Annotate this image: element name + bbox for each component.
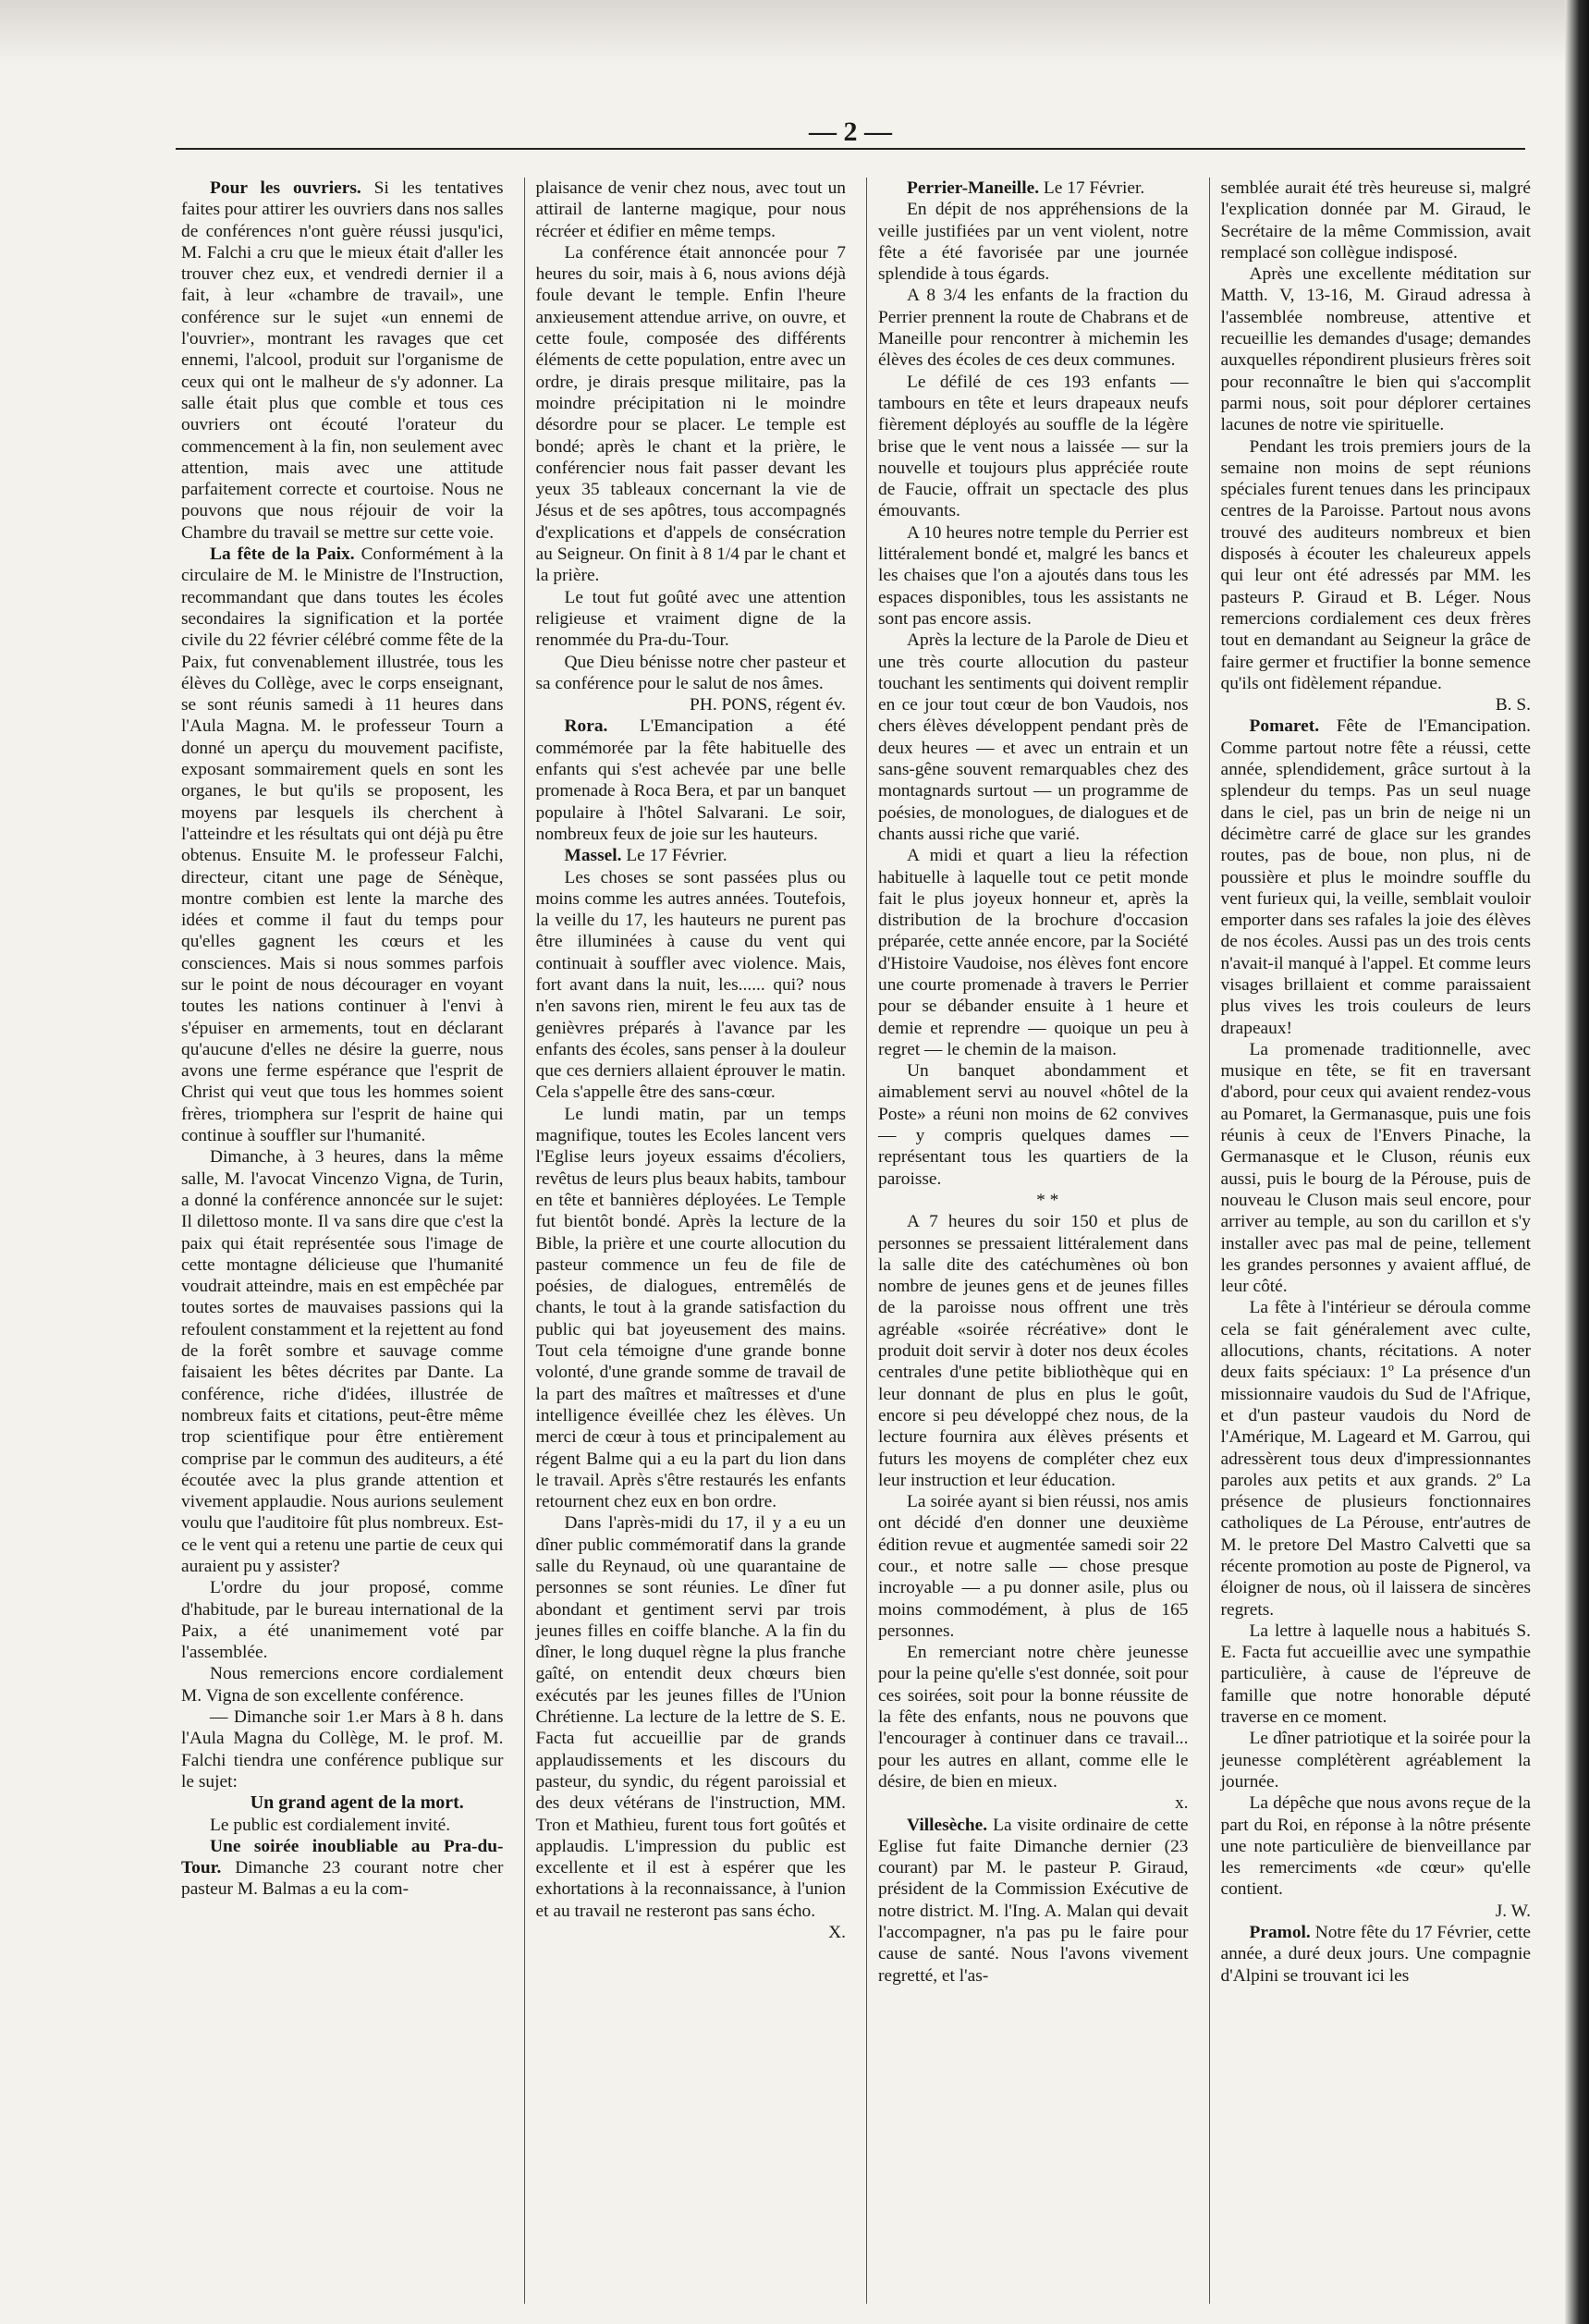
paragraph-text: Conformément à la circulaire de M. le Ministre de l'Instruction, recommandant que dans toutes les écoles secondaires la signification et la portée civile du 22 février célébré comme fête de la Paix, fut convenablement illustrée, tous les élèves du Collège, avec le corps enseignant, se sont réunis samedi à 11 heures dans l'Aula Magna. M. le professeur Tourn a donné un aperçu du mouvement pacifiste, exposant sommairement quels en sont les organes, le but qu'ils se proposent, les moyens par lesquels ils cherchent à l'atteindre et les résultats qui ont déjà pu être obtenus. Ensuite M. le professeur Falchi, directeur, citant une page de Sénèque, montre combien est lente la marche des idées et comme il faut du temps pour qu'elles gagnent les cœurs et les consciences. Mais si nous sommes parfois sur le point de nous décourager en voyant toutes les nations continuer à l'envi à s'épuiser en armements, tout en déclarant qu'aucune d'elles ne désire la guerre, nous avons une ferme espérance que l'esprit de Christ qui veut que tous les hommes soient frères, triomphera sur l'esprit de haine qui continue à souffler sur l'humanité. xyxy=(181,544,504,1146)
article-paragraph xyxy=(1221,1621,1532,1728)
signature: X. xyxy=(828,1923,846,1943)
column-3 xyxy=(866,177,1189,2304)
signature: B. S. xyxy=(1495,695,1531,716)
paragraph-text: Après une excellente méditation sur Matth. V, 13-16, M. Giraud adressa à l'assemblée nombreuse, attentive et recueillie les demandes d'usage; demandes auxquelles répondirent plusieurs frères soit pour reconnaître le bien qui s'accomplit parmi nous, soit pour déplorer certaines lacunes de notre vie spirituelle. xyxy=(1220,264,1531,435)
article-paragraph xyxy=(878,630,1189,845)
paragraph-text: La dépêche que nous avons reçue de la part du Roi, en réponse à la nôtre présente une note particulière de bienveillance par les remerciments «de cœur» qu'elle contient. xyxy=(1220,1793,1531,1900)
article-columns xyxy=(181,177,1531,2304)
column-2 xyxy=(524,177,847,2304)
article-paragraph xyxy=(181,1706,504,1792)
article-paragraph xyxy=(536,177,847,242)
article-paragraph xyxy=(878,522,1189,630)
paragraph-text: Après la lecture de la Parole de Dieu et une très courte allocution du pasteur touchant les sentiments qui doivent remplir en ce jour tout cœur de bon Vaudois, nos chers élèves développent pendant près de deux heures — et avec un entrain et un sans-gêne souvent remarquables chez des montagnards surtout — un programme de poésies, de monologues, de dialogues et de chants aussi riche que varié. xyxy=(878,630,1189,844)
article-paragraph xyxy=(181,1815,504,1836)
paragraph-text: La promenade traditionnelle, avec musique en tête, se fit en traversant d'abord, pour ceux qui avaient rendez-vous au Pomaret, la Germanasque, puis une fois réunis à ceux de l'Envers Pinache, la Germanasque et le Cluson, réunis eux aussi, puis le bourg de la Pérouse, puis de nouveau le Cluson mais seul encore, pour arriver au temple, au son du carillon et s'y installer avec pas mal de peine, tellement les grandes personnes y avaient afflué, de leur côté. xyxy=(1220,1039,1531,1297)
paragraph-text: L'ordre du jour proposé, comme d'habitude, par le bureau international de la Paix, a été unanimement voté par l'assemblée. xyxy=(181,1578,504,1663)
signature: J. W. xyxy=(1495,1901,1531,1921)
paragraph-lead: Pour les ouvriers. xyxy=(210,178,361,198)
section-heading: Un grand agent de la mort. xyxy=(250,1792,464,1814)
column-1 xyxy=(181,177,504,2304)
paragraph-text: La lettre à laquelle nous a habitués S. E. Facta fut accueillie avec une sympathie particulière, à cause de l'épreuve de famille que notre honorable député traverse en ce moment. xyxy=(1220,1621,1531,1728)
article-paragraph xyxy=(181,1577,504,1663)
page-header-rule xyxy=(176,116,1525,150)
section-separator: * * xyxy=(1036,1190,1059,1210)
article-paragraph xyxy=(536,1512,847,1922)
paragraph-lead: Rora. xyxy=(564,716,608,737)
paragraph-text: Dimanche, à 3 heures, dans la même salle, M. l'avocat Vincenzo Vigna, de Turin, a donné la conférence annoncée sur le sujet: Il dilettoso monte. Il va sans dire que c'est la paix qui était représentée sous l'image de cette montagne délicieuse que l'humanité voudrait atteindre, mais en est empêchée par toutes sortes de mauvaises passions qui la refoulent constamment et la rejettent au fond de la forêt sombre et sauvage comme faisaient les bêtes décrites par Dante. La conférence, riche d'idées, illustrée de nombreux faits et citations, peut-être même trop scientifique pour être entièrement comprise par le commun des auditeurs, a été écoutée avec la plus grande attention et vivement applaudie. Nous aurions seulement voulu que l'auditoire fût plus nombreux. Est-ce le vent qui a retenu une partie de ceux qui auraient pu y assister? xyxy=(181,1147,504,1576)
paragraph-text: Les choses se sont passées plus ou moins comme les autres années. Toutefois, la veille du 17, les hauteurs ne purent pas être illuminées à cause du vent qui continuait à souffler avec violence. Mais, fort avant dans la nuit, les...... qui? nous n'en savons rien, mirent le feu aux tas de genièvres préparés à l'avance par les enfants des écoles, sans penser à la douleur que ces derniers allaient éprouver le matin. Cela s'appelle être des sans-cœur. xyxy=(535,867,846,1103)
paragraph-text: Que Dieu bénisse notre cher pasteur et sa conférence pour le salut de nos âmes. xyxy=(535,652,846,693)
article-paragraph xyxy=(878,1491,1189,1642)
paragraph-text: A 8 3/4 les enfants de la fraction du Perrier prennent la route de Chabrans et de Maneille pour rencontrer à michemin les élèves des écoles de ces deux communes. xyxy=(878,286,1189,371)
paragraph-text: Le 17 Février. xyxy=(1039,178,1145,198)
article-paragraph xyxy=(181,1836,504,1901)
article-paragraph xyxy=(536,652,847,695)
article-paragraph xyxy=(181,1146,504,1577)
signature: x. xyxy=(1174,1793,1189,1814)
paragraph-lead: Pomaret. xyxy=(1249,716,1320,737)
paragraph-text: La fête à l'intérieur se déroula comme cela se fait généralement avec culte, allocutions, chants, récitations. A noter deux faits spéciaux: 1º La présence d'un missionnaire vaudois du Sud de l'Afrique, et d'un pasteur vaudois du Nord de l'Amérique, M. Lageard et M. Garrou, qui adressèrent tous deux d'impressionnantes paroles aux petits et aux grands. 2º La présence de plusieurs fonctionnaires catholiques de La Pérouse, entr'autres de M. le pretore Del Mastro Calvetti que sa récente promotion au poste de Pignerol, va éloigner de nous, où il laissera de sincères regrets. xyxy=(1220,1298,1531,1620)
article-paragraph xyxy=(878,1815,1189,1987)
paragraph-text: — Dimanche soir 1.er Mars à 8 h. dans l'Aula Magna du Collège, M. le prof. M. Falchi tiendra une conférence publique sur le sujet: xyxy=(181,1707,504,1792)
article-paragraph xyxy=(1221,1922,1532,1987)
paragraph-text: Le défilé de ces 193 enfants — tambours en tête et leurs drapeaux neufs fièrement déployés au souffle de la légère brise que le vent nous a laissée — sur la nouvelle et toujours plus appréciée route de Faucie, offrait un spectacle des plus émouvants. xyxy=(878,372,1189,521)
paragraph-lead: Une soirée inoubliable au Pra-du-Tour. xyxy=(181,1836,504,1878)
article-paragraph xyxy=(878,177,1189,199)
scan-shadow-top xyxy=(0,0,1589,65)
article-paragraph xyxy=(1221,1792,1532,1900)
article-paragraph xyxy=(878,1642,1189,1792)
paragraph-text: En dépit de nos appréhensions de la veille justifiées par un vent violent, notre fête a été favorisée par une journée splendide à tous égards. xyxy=(878,200,1189,285)
article-paragraph xyxy=(536,587,847,652)
article-paragraph xyxy=(1221,1728,1532,1792)
paragraph-text: Le dîner patriotique et la soirée pour la jeunesse complétèrent agréablement la journée. xyxy=(1220,1729,1531,1792)
article-paragraph xyxy=(878,285,1189,371)
article-paragraph xyxy=(1221,716,1532,1038)
article-paragraph xyxy=(878,1211,1189,1491)
paragraph-text: Notre fête du 17 Février, cette année, a duré deux jours. Une compagnie d'Alpini se trouvant ici les xyxy=(1220,1923,1531,1986)
scan-edge-right xyxy=(1565,0,1589,2324)
article-paragraph xyxy=(536,1104,847,1513)
paragraph-text: Pendant les trois premiers jours de la semaine non moins de sept réunions spéciales furent tenues dans les principaux centres de la Paroisse. Partout nous avons trouvé des auditeurs nombreux et bien disposés à écouter les chaleureux appels qui leur ont été adressés par MM. les pasteurs P. Giraud et B. Léger. Nous remercions cordialement ces deux frères tout en demandant au Seigneur la grâce de faire germer et fructifier la bonne semence qu'ils ont fidèlement répandue. xyxy=(1220,436,1531,693)
paragraph-text: La conférence était annoncée pour 7 heures du soir, mais à 6, nous avions déjà foule devant le temple. Enfin l'heure anxieusement attendue arrive, on ouvre, et cette foule, composée des différents éléments de cette population, entre avec un ordre, je dirais presque militaire, pas la moindre précipitation ni le moindre désordre pour se placer. Le temple est bondé; après le chant et la prière, le conférencier nous fait passer devant les yeux 35 tableaux concernant la vie de Jésus et de ses apôtres, tous accompagnés d'explications et d'appels de consécration au Seigneur. On finit à 8 1/4 par le chant et la prière. xyxy=(535,242,846,586)
paragraph-text: Un banquet abondamment et aimablement servi au nouvel «hôtel de la Poste» a réuni non moins de 62 convives — y compris quelques dames — représentant tous les quartiers de la paroisse. xyxy=(878,1061,1189,1189)
page-number: — 2 — xyxy=(796,116,905,148)
paragraph-text: A 10 heures notre temple du Perrier est littéralement bondé et, malgré les bancs et les chaises que l'on a ajoutés dans tous les espaces disponibles, tous les assistants ne sont pas encore assis. xyxy=(878,522,1189,629)
paragraph-text: Dimanche 23 courant notre cher pasteur M. Balmas a eu la com- xyxy=(181,1858,504,1900)
paragraph-lead: Pramol. xyxy=(1249,1923,1311,1943)
article-paragraph xyxy=(536,716,847,845)
paragraph-text: Dans l'après-midi du 17, il y a eu un dîner public commémoratif dans la grande salle du Reynaud, où une quarantaine de personnes se sont réunies. Le dîner fut abondant et gentiment servi par trois jeunes filles en coiffe blanche. A la fin du dîner, le long duquel règne la plus franche gaîté, on entendit deux chœurs bien exécutés par les jeunes filles de l'Union Chrétienne. La lecture de la lettre de S. E. Facta fut accueillie par de grands applaudissements et les discours du pasteur, du syndic, du régent paroissial et des deux vétérans de l'instruction, MM. Tron et Mathieu, furent tous fort goûtés et applaudis. L'impression du public est excellente et il est à espérer que les exhortations à la reconnaissance, à l'union et au travail ne resteront pas sans écho. xyxy=(535,1513,846,1921)
paragraph-text: Le public est cordialement invité. xyxy=(210,1815,451,1835)
paragraph-text: Nous remercions encore cordialement M. Vigna de son excellente conférence. xyxy=(181,1664,504,1706)
paragraph-text: A 7 heures du soir 150 et plus de personnes se pressaient littéralement dans la salle dite des catéchumènes où bon nombre de jeunes gens et de jeunes filles de la paroisse nous offrent une très agréable «soirée récréative» dont le produit doit servir à doter nos deux écoles centrales d'une petite bibliothèque qui en leur donnant de plus en plus le goût, encore si peu développé chez nous, de la lecture fournira aux élèves présents et futurs les moyens de compléter chez eux leur instruction et leur éducation. xyxy=(878,1212,1189,1490)
article-paragraph xyxy=(536,845,847,866)
article-paragraph xyxy=(1221,436,1532,695)
article-paragraph xyxy=(536,242,847,587)
article-paragraph xyxy=(878,1060,1189,1190)
paragraph-text: Fête de l'Emancipation. Comme partout notre fête a réussi, cette année, splendidement, grâce surtout à la splendeur du temps. Pas un seul nuage dans le ciel, pas un brin de neige ni un décimètre carré de glace sur les grandes routes, pas de boue, non plus, ni de poussière et plus le moindre souffle du vent furieux qui, la veille, semblait vouloir emporter dans ses rafales la joie des élèves de nos écoles. Aussi pas un des trois cents n'avait-il manqué à l'appel. Et comme leurs visages brillaient et comme paraissaient plus vives les trois couleurs de leurs drapeaux! xyxy=(1220,716,1531,1038)
paragraph-lead: La fête de la Paix. xyxy=(210,544,355,565)
paragraph-text: A midi et quart a lieu la réfection habituelle à laquelle tout ce petit monde fait le plus joyeux honneur et, après la distribution de la brochure d'occasion préparée, cette année encore, par la Société d'Histoire Vaudoise, nos élèves font encore une courte promenade à travers le Perrier pour se débander ensuite à 1 heure et demie et reprendre — quoique un peu à regret — le chemin de la maison. xyxy=(878,846,1189,1059)
paragraph-text: Le 17 Février. xyxy=(621,846,727,866)
paragraph-text: plaisance de venir chez nous, avec tout un attirail de lanterne magique, pour nous récréer et édifier en même temps. xyxy=(535,178,846,241)
paragraph-text: En remerciant notre chère jeunesse pour la peine qu'elle s'est donnée, soit pour ces soirées, soit pour la bonne réussite de la fête des enfants, nous ne pouvons que l'encourager à continuer dans ce travail... pour les autres en allant, comme elle le désire, de bien en mieux. xyxy=(878,1643,1189,1792)
paragraph-lead: Massel. xyxy=(564,846,622,866)
paragraph-text: La visite ordinaire de cette Eglise fut faite Dimanche dernier (23 courant) par M. le pasteur P. Giraud, président de la Commission Exécutive de notre district. M. l'Ing. A. Malan qui devait l'accompagner, n'a pas pu le faire pour cause de santé. Nous l'avons vivement regretté, et l'as- xyxy=(878,1815,1189,1986)
paragraph-text: Si les tentatives faites pour attirer les ouvriers dans nos salles de conférences n'ont guère réussi jusqu'ici, M. Falchi a cru que le mieux était d'aller les trouver chez eux, et vendredi dernier il a fait, à leur «chambre de travail», une conférence sur le sujet «un ennemi de l'ouvrier», montrant les ravages que cet ennemi, l'alcool, produit sur l'organisme de ceux qui ont le malheur de s'y adonner. La salle était plus que comble et tous ces ouvriers ont écouté l'orateur du commencement à la fin, non seulement avec attention, mais avec une attitude parfaitement correcte et courtoise. Nous ne pouvons que nous réjouir de voir la Chambre du travail se mettre sur cette voie. xyxy=(181,178,504,543)
article-paragraph xyxy=(1221,1297,1532,1620)
article-paragraph xyxy=(1221,177,1532,263)
paragraph-text: Le tout fut goûté avec une attention religieuse et vraiment digne de la renommée du Pra-du-Tour. xyxy=(535,587,846,651)
paragraph-text: Le lundi matin, par un temps magnifique, toutes les Ecoles lancent vers l'Eglise leurs joyeux essaims d'écoliers, revêtus de leurs plus beaux habits, tambour en tête et bannières déployées. Le Temple fut bientôt bondé. Après la lecture de la Bible, la prière et une courte allocution du pasteur commence un feu de file de poésies, de dialogues, entremêlés de chants, le tout à la grande satisfaction du public qui bat joyeusement des mains. Tout cela témoigne d'une grande bonne volonté, d'une grande somme de travail de la part des maîtres et maîtresses et d'une intelligence éveillée chez les élèves. Un merci de cœur à tous et principalement au régent Balme qui a eu la part du lion dans le travail. Après s'être restaurés les enfants retournent chez eux en bon ordre. xyxy=(535,1104,846,1512)
article-paragraph xyxy=(1221,263,1532,435)
paragraph-text: L'Emancipation a été commémorée par la fête habituelle des enfants qui s'est achevée par une belle promenade à Roca Bera, et par un banquet populaire à l'hôtel Salvarani. Le soir, nombreux feux de joie sur les hauteurs. xyxy=(535,716,846,844)
signature: PH. PONS, régent év. xyxy=(690,695,846,716)
paragraph-text: La soirée ayant si bien réussi, nos amis ont décidé d'en donner une deuxième édition revue et augmentée samedi soir 22 cour., et notre salle — chose presque incroyable — a pu donner asile, plus ou moins commodément, à plus de 165 personnes. xyxy=(878,1492,1189,1641)
article-paragraph xyxy=(878,845,1189,1060)
article-paragraph xyxy=(181,1663,504,1706)
paragraph-lead: Villesèche. xyxy=(907,1815,988,1835)
article-paragraph xyxy=(181,177,504,544)
article-paragraph xyxy=(536,867,847,1104)
column-4 xyxy=(1209,177,1532,2304)
article-paragraph xyxy=(181,544,504,1146)
article-paragraph xyxy=(878,372,1189,522)
paragraph-text: semblée aurait été très heureuse si, malgré l'explication donnée par M. Giraud, le Secrétaire de la même Commission, avait remplacé son collègue indisposé. xyxy=(1220,178,1531,263)
article-paragraph xyxy=(878,199,1189,285)
paragraph-lead: Perrier-Maneille. xyxy=(907,178,1040,198)
article-paragraph xyxy=(1221,1039,1532,1298)
